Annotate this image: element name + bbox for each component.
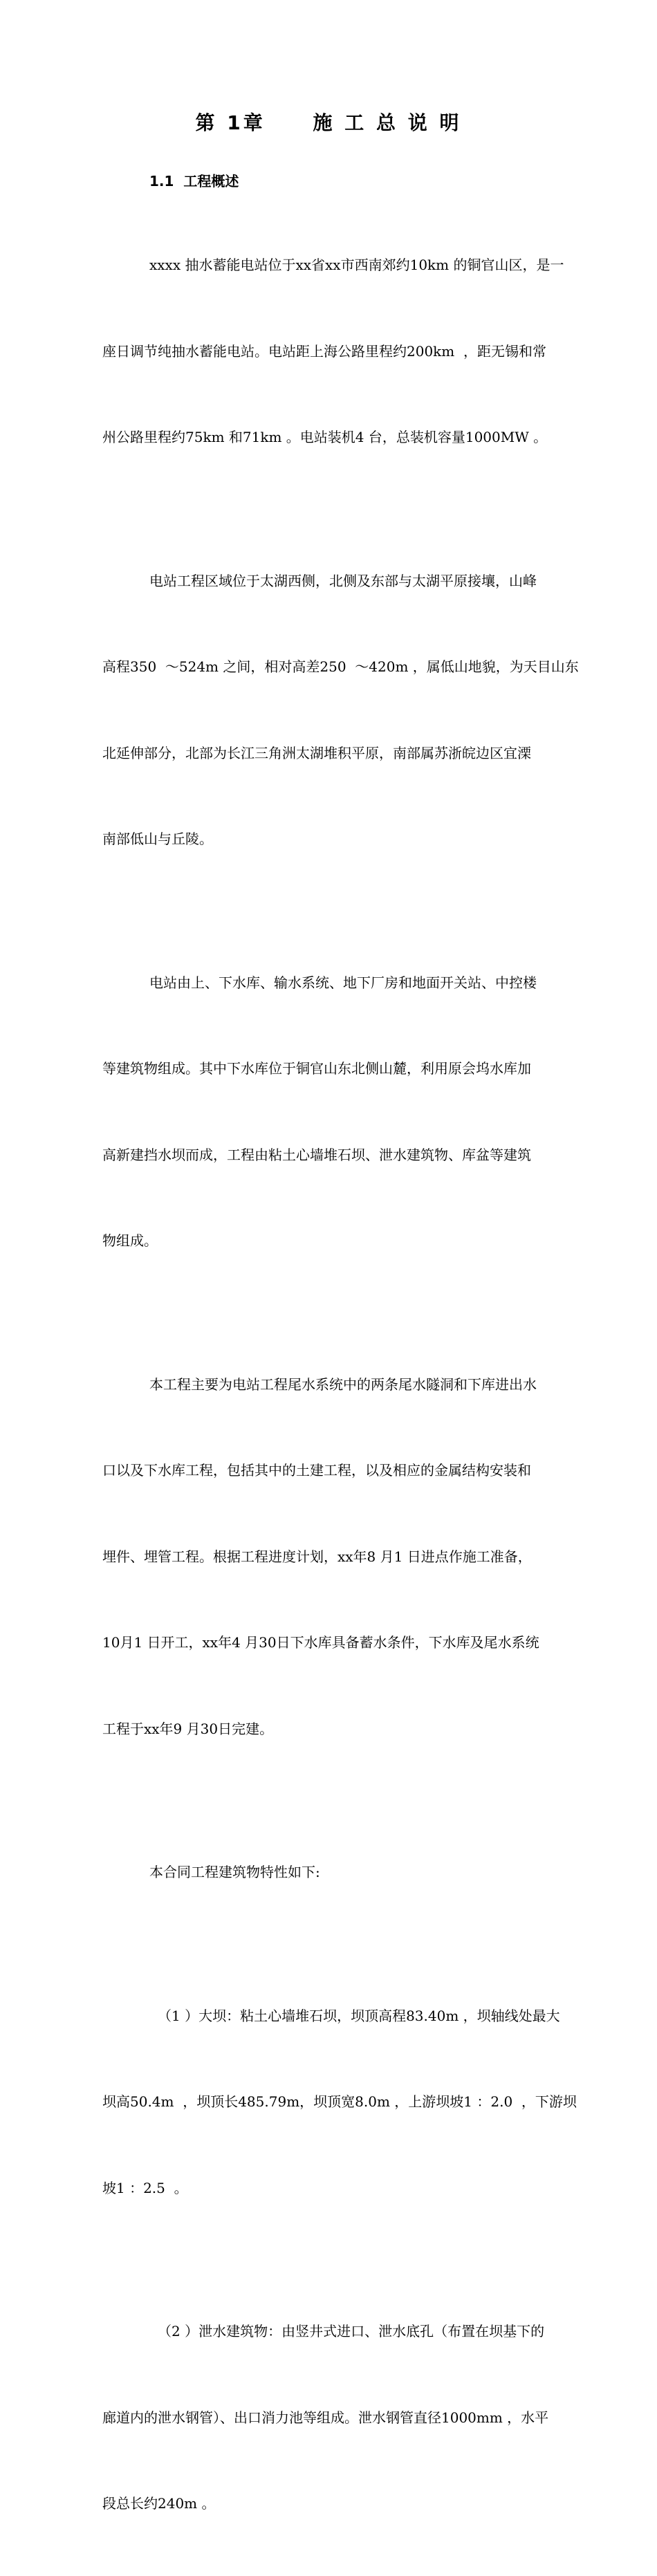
body-text (102, 194, 600, 2576)
paragraph-structures (102, 911, 600, 1313)
text-line: 埋件、埋管工程。根据工程进度计划，xx年8 月1 日进点作施工准备， (102, 1548, 532, 1565)
paragraph-dam (102, 1945, 600, 2261)
text-line: 工程于xx年9 月30日完建。 (102, 1720, 274, 1737)
paragraph-terrain (102, 510, 600, 911)
section-heading: 1.1 工程概述 (149, 173, 239, 189)
paragraph-spillway (102, 2260, 600, 2576)
text-line: 高新建挡水坝而成，工程由粘土心墙堆石坝、泄水建筑物、库盆等建筑 (102, 1146, 531, 1163)
text-line: 口以及下水库工程，包括其中的土建工程，以及相应的金属结构安装和 (102, 1462, 531, 1479)
text-line: 电站由上、下水库、输水系统、地下厂房和地面开关站、中控楼 (149, 974, 537, 991)
text-line: 电站工程区域位于太湖西侧，北侧及东部与太湖平原接壤，山峰 (149, 572, 537, 589)
text-line: 南部低山与丘陵。 (102, 831, 213, 847)
text-line: 州公路里程约75km 和71km 。电站装机4 台，总装机容量1000MW 。 (102, 429, 548, 445)
text-line: 本工程主要为电站工程尾水系统中的两条尾水隧洞和下库进出水 (149, 1375, 537, 1393)
chapter-title: 第 1章 施 工 总 说 明 (195, 111, 462, 134)
paragraph-scope-schedule (102, 1313, 600, 1801)
text-line: 座日调节纯抽水蓄能电站。电站距上海公路里程约200km ，距无锡和常 (102, 342, 546, 360)
text-line: 坡1 ：2.5 。 (102, 2179, 188, 2196)
text-line: （2 ）泄水建筑物：由竖井式进口、泄水底孔（布置在坝基下的 (158, 2323, 545, 2339)
text-line: 北延伸部分，北部为长江三角洲太湖堆积平原，南部属苏浙皖边区宜溧 (102, 744, 531, 761)
text-line: 本合同工程建筑物特性如下: (149, 1864, 320, 1880)
text-line: （1 ）大坝：粘土心墙堆石坝，坝顶高程83.40m ，坝轴线处最大 (158, 2007, 560, 2024)
text-line: 10月1 日开工，xx年4 月30日下水库具备蓄水条件，下水库及尾水系统 (102, 1634, 539, 1651)
text-line: 高程350 ～524m 之间，相对高差250 ～420m ，属低山地貌，为天目山东 (102, 658, 579, 675)
text-line: 等建筑物组成。其中下水库位于铜官山东北侧山麓，利用原会坞水库加 (102, 1060, 531, 1077)
text-line: 坝高50.4m ，坝顶长485.79m，坝顶宽8.0m ，上游坝坡1 ：2.0 ，下游坝 (102, 2093, 577, 2110)
paragraph-overview-location (102, 194, 600, 510)
text-line: 段总长约240m 。 (102, 2495, 216, 2512)
paragraph-features-intro (102, 1801, 600, 1945)
text-line: xxxx 抽水蓄能电站位于xx省xx市西南郊约10km 的铜官山区，是一 (149, 257, 564, 273)
text-line: 物组成。 (102, 1232, 158, 1249)
text-line: 廊道内的泄水钢管）、出口消力池等组成。泄水钢管直径1000mm ，水平 (102, 2409, 549, 2426)
